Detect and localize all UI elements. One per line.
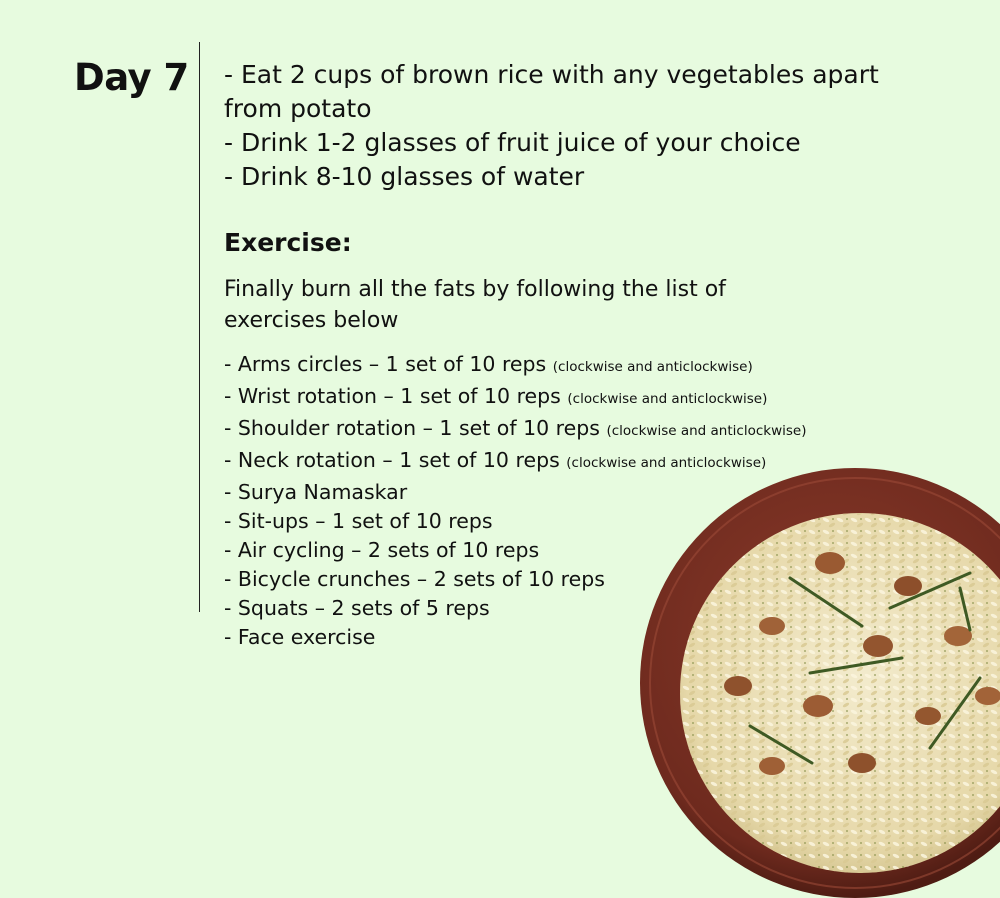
exercise-text: - Shoulder rotation – 1 set of 10 reps <box>224 416 607 440</box>
exercise-item <box>224 414 904 446</box>
exercise-text: - Arms circles – 1 set of 10 reps <box>224 352 553 376</box>
exercise-text: - Bicycle crunches – 2 sets of 10 reps <box>224 567 605 591</box>
exercise-text: - Air cycling – 2 sets of 10 reps <box>224 538 540 562</box>
exercise-text: - Sit-ups – 1 set of 10 reps <box>224 509 493 533</box>
diet-item: - Drink 1-2 glasses of fruit juice of your choice <box>224 128 801 157</box>
exercise-text: - Squats – 2 sets of 5 reps <box>224 596 490 620</box>
exercise-heading: Exercise: <box>224 228 352 257</box>
exercise-item <box>224 350 904 382</box>
exercise-item <box>224 382 904 414</box>
exercise-text: - Surya Namaskar <box>224 480 408 504</box>
day-title: Day 7 <box>74 56 189 99</box>
vertical-divider <box>199 42 200 612</box>
rice-bowl-image <box>640 468 1000 898</box>
exercise-note: (clockwise and anticlockwise) <box>606 423 807 439</box>
diet-list <box>224 58 904 194</box>
exercise-text: - Wrist rotation – 1 set of 10 reps <box>224 384 568 408</box>
diet-item: - Drink 8-10 glasses of water <box>224 162 585 191</box>
exercise-note: (clockwise and anticlockwise) <box>566 455 767 471</box>
exercise-text: - Face exercise <box>224 625 376 649</box>
rice-bowl-illustration <box>640 468 1000 898</box>
diet-item: - Eat 2 cups of brown rice with any vegetables apart from potato <box>224 60 879 123</box>
exercise-intro: Finally burn all the fats by following the list of exercises below <box>224 277 726 333</box>
exercise-note: (clockwise and anticlockwise) <box>552 359 753 375</box>
exercise-text: - Neck rotation – 1 set of 10 reps <box>224 448 567 472</box>
exercise-note: (clockwise and anticlockwise) <box>567 391 768 407</box>
